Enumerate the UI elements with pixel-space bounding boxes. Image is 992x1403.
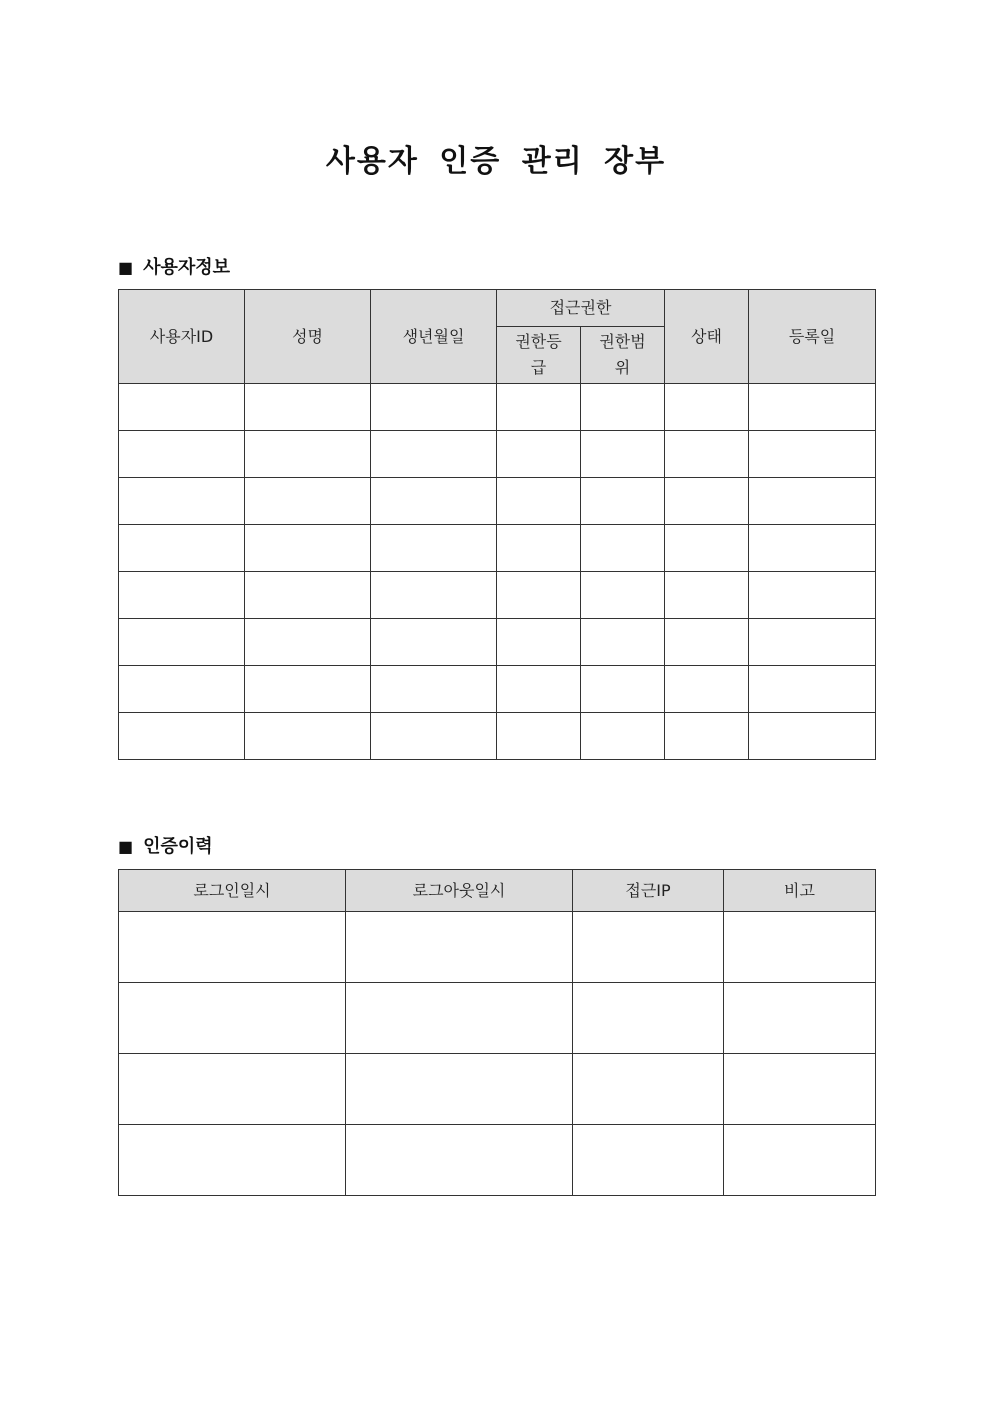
auth-history-table <box>118 869 876 1196</box>
table-cell <box>497 431 581 478</box>
table-cell <box>581 478 665 525</box>
table-cell <box>119 619 245 666</box>
table-cell <box>371 619 497 666</box>
header-remarks: 비고 <box>724 870 876 912</box>
table-cell <box>581 572 665 619</box>
table-cell <box>245 525 371 572</box>
table-cell <box>749 713 876 760</box>
table-row <box>119 983 876 1054</box>
table-cell <box>749 478 876 525</box>
table-row <box>119 619 876 666</box>
table-row <box>119 478 876 525</box>
table-cell <box>497 525 581 572</box>
table-cell <box>119 478 245 525</box>
table-cell <box>346 912 573 983</box>
table-cell <box>497 384 581 431</box>
table-cell <box>371 572 497 619</box>
table-cell <box>581 384 665 431</box>
table-cell <box>119 525 245 572</box>
table-cell <box>119 1054 346 1125</box>
header-registered-date: 등록일 <box>749 290 876 384</box>
header-birth-date: 생년월일 <box>371 290 497 384</box>
table-cell <box>749 572 876 619</box>
table-row <box>119 713 876 760</box>
table-cell <box>119 384 245 431</box>
table-cell <box>573 912 724 983</box>
table-row <box>119 384 876 431</box>
table-cell <box>371 431 497 478</box>
table-cell <box>749 431 876 478</box>
table-cell <box>371 666 497 713</box>
table-cell <box>371 478 497 525</box>
header-rights-scope: 권한범위 <box>581 327 665 384</box>
table-cell <box>749 384 876 431</box>
table-cell <box>665 384 749 431</box>
table-cell <box>665 666 749 713</box>
table-cell <box>497 478 581 525</box>
table-cell <box>119 983 346 1054</box>
table-cell <box>724 912 876 983</box>
table-row <box>119 1054 876 1125</box>
table-cell <box>245 384 371 431</box>
table-cell <box>371 713 497 760</box>
table-cell <box>346 1054 573 1125</box>
table-cell <box>119 713 245 760</box>
table-cell <box>581 713 665 760</box>
table-cell <box>665 525 749 572</box>
table-cell <box>665 713 749 760</box>
table-row <box>119 431 876 478</box>
table-cell <box>581 666 665 713</box>
table-row <box>119 525 876 572</box>
section-heading-user-info <box>118 253 230 279</box>
section-heading-label: 인증이력 <box>143 836 213 857</box>
table-cell <box>371 525 497 572</box>
table-cell <box>573 1125 724 1196</box>
table-cell <box>119 572 245 619</box>
table-cell <box>346 1125 573 1196</box>
table-cell <box>346 983 573 1054</box>
section-heading-label: 사용자정보 <box>143 257 231 278</box>
table-cell <box>245 478 371 525</box>
header-login-time: 로그인일시 <box>119 870 346 912</box>
table-cell <box>245 572 371 619</box>
table-cell <box>573 1054 724 1125</box>
table-row <box>119 666 876 713</box>
table-cell <box>724 983 876 1054</box>
table-cell <box>665 431 749 478</box>
header-status: 상태 <box>665 290 749 384</box>
table-cell <box>119 912 346 983</box>
header-user-id: 사용자ID <box>119 290 245 384</box>
table-cell <box>724 1054 876 1125</box>
table-row <box>119 572 876 619</box>
table-cell <box>119 1125 346 1196</box>
table-cell <box>245 666 371 713</box>
document-title: 사용자 인증 관리 장부 <box>325 144 667 179</box>
table-cell <box>573 983 724 1054</box>
header-logout-time: 로그아웃일시 <box>346 870 573 912</box>
square-bullet-icon: ■ <box>118 836 134 856</box>
table-cell <box>245 619 371 666</box>
header-access-rights: 접근권한 <box>497 290 665 327</box>
header-access-ip: 접근IP <box>573 870 724 912</box>
table-cell <box>371 384 497 431</box>
table-cell <box>665 619 749 666</box>
table-cell <box>749 619 876 666</box>
table-cell <box>581 525 665 572</box>
table-cell <box>665 478 749 525</box>
table-row <box>119 912 876 983</box>
table-cell <box>497 713 581 760</box>
table-cell <box>497 572 581 619</box>
table-cell <box>245 431 371 478</box>
table-cell <box>245 713 371 760</box>
table-cell <box>724 1125 876 1196</box>
section-heading-auth-history <box>118 832 213 858</box>
header-rights-level: 권한등급 <box>497 327 581 384</box>
table-cell <box>749 525 876 572</box>
user-info-table <box>118 289 876 760</box>
table-cell <box>581 431 665 478</box>
table-cell <box>581 619 665 666</box>
header-name: 성명 <box>245 290 371 384</box>
table-cell <box>665 572 749 619</box>
table-cell <box>119 666 245 713</box>
table-cell <box>749 666 876 713</box>
table-cell <box>497 619 581 666</box>
table-cell <box>497 666 581 713</box>
table-row <box>119 1125 876 1196</box>
table-cell <box>119 431 245 478</box>
square-bullet-icon: ■ <box>118 257 134 277</box>
